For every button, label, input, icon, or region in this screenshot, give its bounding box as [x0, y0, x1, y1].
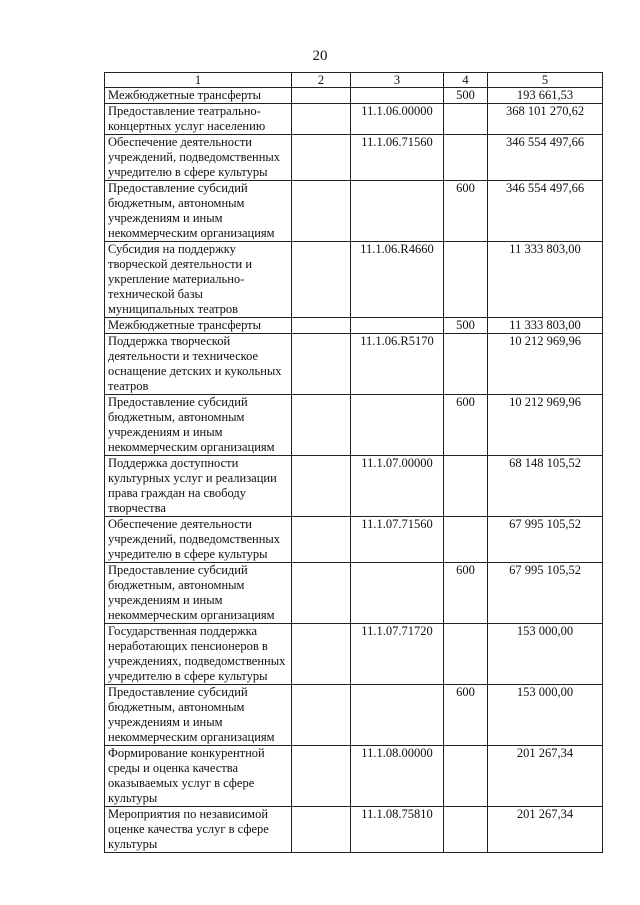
row-col2-cell [292, 624, 351, 685]
row-code-cell: 11.1.08.00000 [351, 746, 444, 807]
row-code-cell [351, 685, 444, 746]
row-type-cell: 600 [444, 395, 488, 456]
row-amount-cell: 346 554 497,66 [488, 135, 603, 181]
row-type-cell [444, 242, 488, 318]
table-body [105, 88, 603, 853]
table-row [105, 563, 603, 624]
row-code-cell: 11.1.06.R4660 [351, 242, 444, 318]
row-type-cell: 500 [444, 88, 488, 104]
row-name-cell: Предоставление субсидий бюджетным, автономным учреждениям и иным некоммерческим организациям [105, 685, 292, 746]
row-code-cell: 11.1.06.00000 [351, 104, 444, 135]
row-name-cell: Мероприятия по независимой оценке качества услуг в сфере культуры [105, 807, 292, 853]
row-code-cell: 11.1.06.R5170 [351, 334, 444, 395]
row-type-cell [444, 456, 488, 517]
table-row [105, 624, 603, 685]
column-header-1: 1 [105, 73, 292, 88]
row-amount-cell: 11 333 803,00 [488, 318, 603, 334]
row-type-cell [444, 746, 488, 807]
row-type-cell [444, 807, 488, 853]
table-row [105, 104, 603, 135]
row-code-cell: 11.1.07.71720 [351, 624, 444, 685]
row-col2-cell [292, 563, 351, 624]
row-code-cell: 11.1.07.00000 [351, 456, 444, 517]
row-col2-cell [292, 685, 351, 746]
table-row [105, 746, 603, 807]
budget-table [104, 72, 603, 853]
table-row [105, 395, 603, 456]
column-header-3: 3 [351, 73, 444, 88]
row-col2-cell [292, 395, 351, 456]
row-name-cell: Предоставление субсидий бюджетным, автономным учреждениям и иным некоммерческим организациям [105, 563, 292, 624]
row-amount-cell: 346 554 497,66 [488, 181, 603, 242]
row-name-cell: Межбюджетные трансферты [105, 318, 292, 334]
table-row [105, 88, 603, 104]
row-col2-cell [292, 334, 351, 395]
row-type-cell: 600 [444, 181, 488, 242]
row-name-cell: Обеспечение деятельности учреждений, подведомственных учредителю в сфере культуры [105, 517, 292, 563]
row-name-cell: Обеспечение деятельности учреждений, подведомственных учредителю в сфере культуры [105, 135, 292, 181]
column-header-2: 2 [292, 73, 351, 88]
table-row [105, 334, 603, 395]
row-amount-cell: 193 661,53 [488, 88, 603, 104]
row-name-cell: Предоставление театрально-концертных услуг населению [105, 104, 292, 135]
row-code-cell [351, 395, 444, 456]
row-code-cell [351, 318, 444, 334]
row-col2-cell [292, 746, 351, 807]
row-amount-cell: 368 101 270,62 [488, 104, 603, 135]
row-amount-cell: 153 000,00 [488, 624, 603, 685]
row-amount-cell: 201 267,34 [488, 746, 603, 807]
page-number: 20 [312, 48, 328, 64]
row-type-cell: 600 [444, 685, 488, 746]
row-amount-cell: 67 995 105,52 [488, 517, 603, 563]
row-code-cell [351, 181, 444, 242]
table-header-row [105, 73, 603, 88]
row-col2-cell [292, 318, 351, 334]
row-name-cell: Поддержка творческой деятельности и техническое оснащение детских и кукольных театров [105, 334, 292, 395]
row-type-cell [444, 104, 488, 135]
row-code-cell [351, 88, 444, 104]
row-col2-cell [292, 104, 351, 135]
row-col2-cell [292, 135, 351, 181]
table-row [105, 135, 603, 181]
table-row [105, 685, 603, 746]
row-name-cell: Государственная поддержка неработающих пенсионеров в учреждениях, подведомственных учредителю в сфере культуры [105, 624, 292, 685]
column-header-4: 4 [444, 73, 488, 88]
row-amount-cell: 10 212 969,96 [488, 334, 603, 395]
row-amount-cell: 68 148 105,52 [488, 456, 603, 517]
row-name-cell: Формирование конкурентной среды и оценка качества оказываемых услуг в сфере культуры [105, 746, 292, 807]
row-type-cell [444, 517, 488, 563]
row-amount-cell: 153 000,00 [488, 685, 603, 746]
table-row [105, 807, 603, 853]
row-code-cell: 11.1.07.71560 [351, 517, 444, 563]
row-type-cell [444, 135, 488, 181]
row-type-cell: 600 [444, 563, 488, 624]
row-name-cell: Поддержка доступности культурных услуг и реализации права граждан на свободу творчества [105, 456, 292, 517]
row-col2-cell [292, 517, 351, 563]
row-type-cell: 500 [444, 318, 488, 334]
table-row [105, 456, 603, 517]
row-amount-cell: 10 212 969,96 [488, 395, 603, 456]
row-code-cell: 11.1.06.71560 [351, 135, 444, 181]
column-header-5: 5 [488, 73, 603, 88]
row-col2-cell [292, 242, 351, 318]
row-amount-cell: 67 995 105,52 [488, 563, 603, 624]
row-name-cell: Предоставление субсидий бюджетным, автономным учреждениям и иным некоммерческим организациям [105, 395, 292, 456]
row-name-cell: Межбюджетные трансферты [105, 88, 292, 104]
row-type-cell [444, 334, 488, 395]
table-row [105, 517, 603, 563]
row-col2-cell [292, 807, 351, 853]
row-type-cell [444, 624, 488, 685]
table-row [105, 181, 603, 242]
row-amount-cell: 11 333 803,00 [488, 242, 603, 318]
table-row [105, 318, 603, 334]
table-row [105, 242, 603, 318]
row-name-cell: Субсидия на поддержку творческой деятельности и укрепление материально-технической базы муниципальных театров [105, 242, 292, 318]
row-code-cell [351, 563, 444, 624]
row-code-cell: 11.1.08.75810 [351, 807, 444, 853]
row-amount-cell: 201 267,34 [488, 807, 603, 853]
row-col2-cell [292, 88, 351, 104]
row-name-cell: Предоставление субсидий бюджетным, автономным учреждениям и иным некоммерческим организациям [105, 181, 292, 242]
row-col2-cell [292, 456, 351, 517]
row-col2-cell [292, 181, 351, 242]
